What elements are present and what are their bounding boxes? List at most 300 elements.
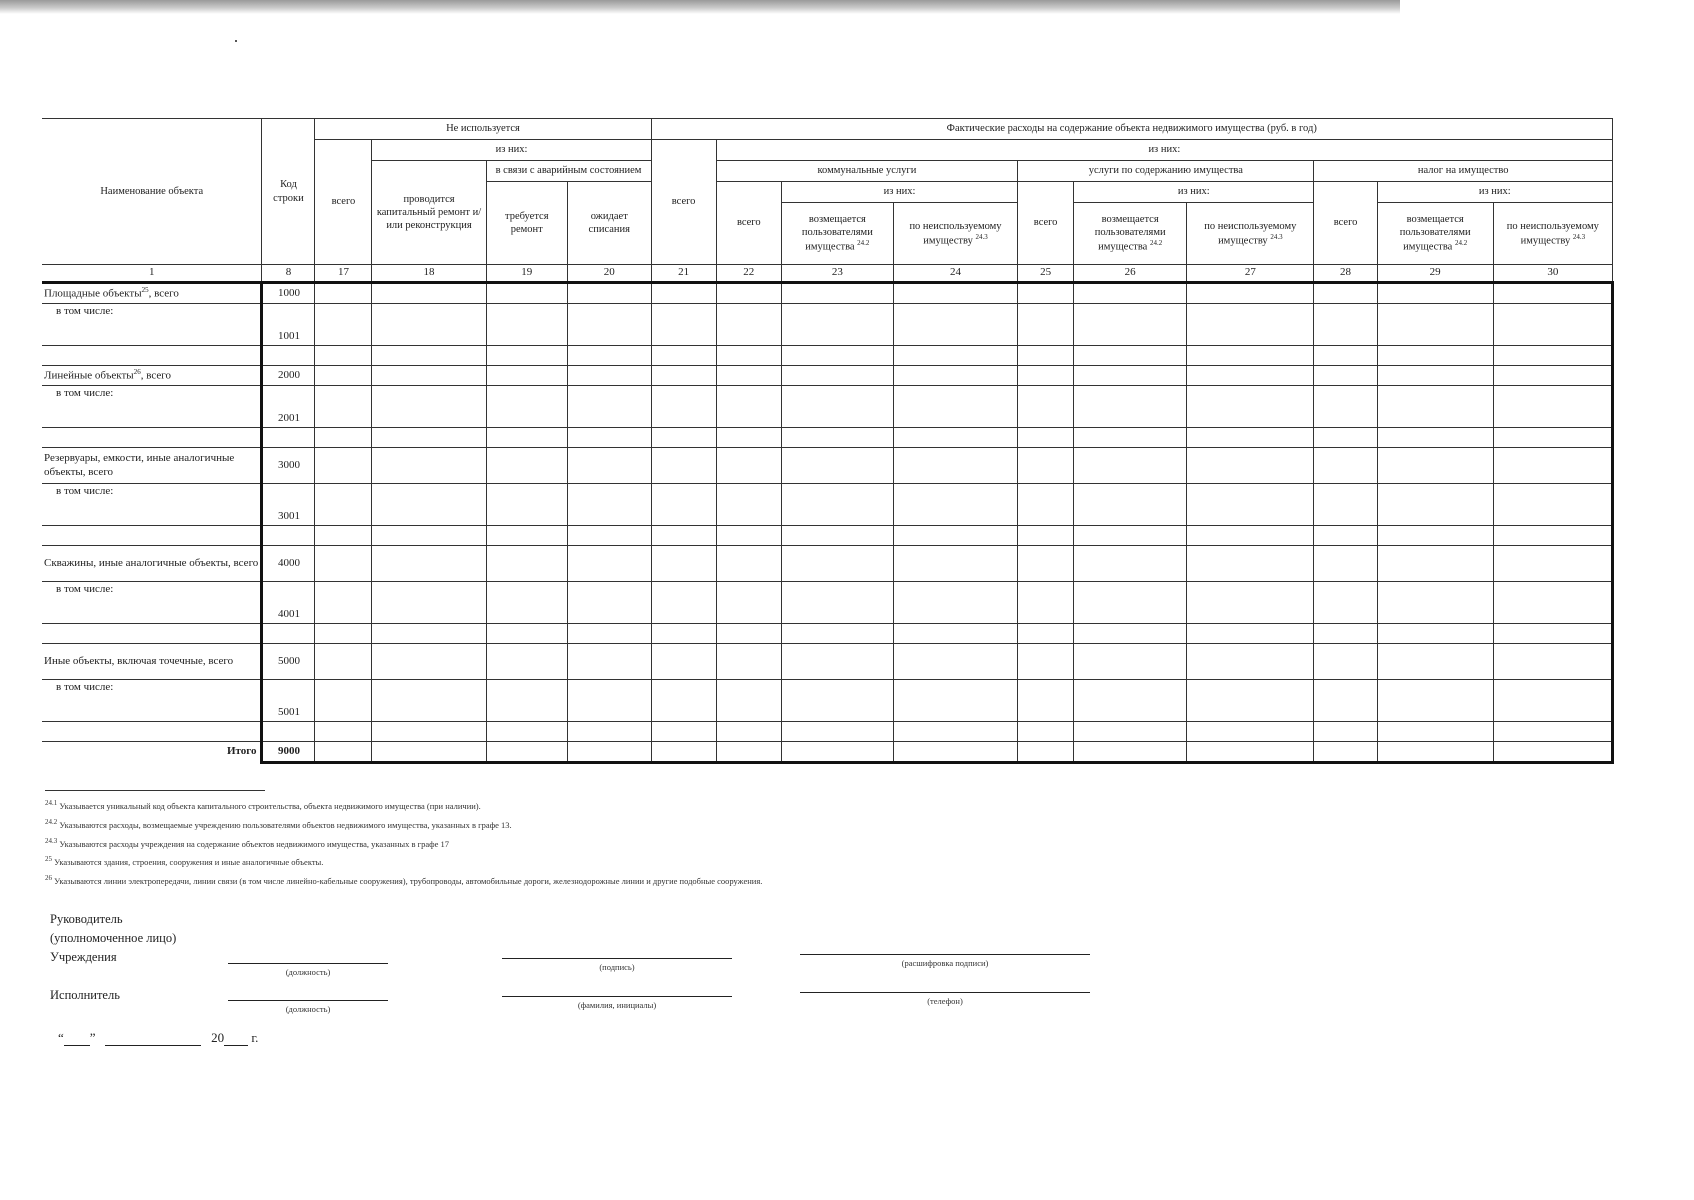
value-cell[interactable]: [315, 304, 372, 346]
value-cell[interactable]: [1187, 283, 1314, 304]
footnote-text: Указываются линии электропередачи, линии связи (в том числе линейно-кабельные сооружения), трубопроводы, автомобильные дороги, железнодорожные линии и другие подобные сооружения.: [54, 876, 763, 887]
value-cell[interactable]: [372, 582, 486, 624]
value-cell[interactable]: [781, 546, 893, 582]
value-cell[interactable]: [1314, 346, 1377, 366]
value-cell[interactable]: [651, 448, 716, 484]
value-cell[interactable]: [568, 644, 652, 680]
value-cell[interactable]: [1018, 526, 1074, 546]
value-cell[interactable]: [315, 386, 372, 428]
value-cell[interactable]: [1314, 428, 1377, 448]
value-cell[interactable]: [1493, 428, 1612, 448]
row-label: в том числе:: [42, 582, 262, 624]
value-cell[interactable]: [1018, 624, 1074, 644]
value-cell[interactable]: [893, 346, 1017, 366]
value-cell[interactable]: [1074, 304, 1187, 346]
value-cell[interactable]: [568, 722, 652, 742]
value-cell[interactable]: [651, 366, 716, 386]
value-cell[interactable]: [1074, 484, 1187, 526]
total-value-cell[interactable]: [1493, 742, 1612, 763]
value-cell[interactable]: [315, 546, 372, 582]
value-cell[interactable]: [1493, 484, 1612, 526]
value-cell[interactable]: [716, 582, 781, 624]
table-row: [42, 448, 1613, 484]
value-cell[interactable]: [1074, 386, 1187, 428]
value-cell[interactable]: [1314, 484, 1377, 526]
col-num: 24: [893, 265, 1017, 283]
date-day-blank[interactable]: [64, 1045, 90, 1046]
total-value-cell[interactable]: [716, 742, 781, 763]
row-label: в том числе:: [42, 304, 262, 346]
total-value-cell[interactable]: [1018, 742, 1074, 763]
value-cell[interactable]: [1187, 722, 1314, 742]
value-cell[interactable]: [315, 366, 372, 386]
header-writeoff: ожидает списания: [568, 182, 652, 265]
footnote-mark: 25: [45, 855, 52, 864]
header-reimbursed-23: возмещается пользователями имущества $^{24.2}$: [781, 203, 893, 265]
row-label: [42, 346, 262, 366]
value-cell[interactable]: [315, 624, 372, 644]
value-cell[interactable]: [651, 346, 716, 366]
total-value-cell[interactable]: [486, 742, 567, 763]
value-cell[interactable]: [1493, 624, 1612, 644]
value-cell[interactable]: [893, 722, 1017, 742]
date-close-quote: ”: [89, 1030, 96, 1045]
value-cell[interactable]: [315, 582, 372, 624]
col-num: 26: [1074, 265, 1187, 283]
value-cell[interactable]: [1377, 582, 1493, 624]
header-total-17: всего: [315, 140, 372, 265]
value-cell[interactable]: [315, 428, 372, 448]
table-row: [42, 722, 1613, 742]
head-decoding-line[interactable]: [800, 954, 1090, 955]
table-row: [42, 680, 1613, 722]
value-cell[interactable]: [781, 304, 893, 346]
row-code: [262, 526, 315, 546]
value-cell[interactable]: [1074, 346, 1187, 366]
value-cell[interactable]: [651, 428, 716, 448]
value-cell[interactable]: [315, 448, 372, 484]
value-cell[interactable]: [716, 526, 781, 546]
date-year-suffix: г.: [251, 1030, 259, 1045]
value-cell[interactable]: [651, 526, 716, 546]
row-label: Линейные объекты$^{26}$, всего: [42, 366, 262, 386]
expenses-table: [42, 118, 1614, 764]
value-cell[interactable]: [372, 624, 486, 644]
table-row: [42, 304, 1613, 346]
col-num: 30: [1493, 265, 1612, 283]
value-cell[interactable]: [568, 346, 652, 366]
value-cell[interactable]: [372, 366, 486, 386]
value-cell[interactable]: [1314, 582, 1377, 624]
value-cell[interactable]: [893, 386, 1017, 428]
total-value-cell[interactable]: [781, 742, 893, 763]
col-num: 22: [716, 265, 781, 283]
value-cell[interactable]: [651, 644, 716, 680]
value-cell[interactable]: [781, 346, 893, 366]
footnotes: [45, 790, 1245, 893]
value-cell[interactable]: [568, 526, 652, 546]
value-cell[interactable]: [1018, 346, 1074, 366]
value-cell[interactable]: [1074, 582, 1187, 624]
value-cell[interactable]: [1018, 366, 1074, 386]
value-cell[interactable]: [716, 644, 781, 680]
value-cell[interactable]: [1018, 428, 1074, 448]
total-value-cell[interactable]: [893, 742, 1017, 763]
value-cell[interactable]: [1377, 448, 1493, 484]
value-cell[interactable]: [1493, 366, 1612, 386]
value-cell[interactable]: [1314, 644, 1377, 680]
footnote-mark: 24.3: [45, 836, 58, 845]
value-cell[interactable]: [781, 644, 893, 680]
value-cell[interactable]: [1018, 722, 1074, 742]
value-cell[interactable]: [781, 582, 893, 624]
value-cell[interactable]: [486, 644, 567, 680]
value-cell[interactable]: [716, 484, 781, 526]
table-row: [42, 283, 1613, 304]
header-of-them-tax: из них:: [1377, 182, 1612, 203]
value-cell[interactable]: [372, 304, 486, 346]
value-cell[interactable]: [1074, 283, 1187, 304]
value-cell[interactable]: [651, 304, 716, 346]
value-cell[interactable]: [1187, 386, 1314, 428]
row-code: 1001: [262, 304, 315, 346]
value-cell[interactable]: [1018, 546, 1074, 582]
value-cell[interactable]: [716, 428, 781, 448]
row-code: [262, 428, 315, 448]
total-value-cell[interactable]: [315, 742, 372, 763]
value-cell[interactable]: [893, 484, 1017, 526]
value-cell[interactable]: [1314, 283, 1377, 304]
total-value-cell[interactable]: [651, 742, 716, 763]
value-cell[interactable]: [1074, 428, 1187, 448]
value-cell[interactable]: [1493, 644, 1612, 680]
value-cell[interactable]: [781, 722, 893, 742]
total-value-cell[interactable]: [1314, 742, 1377, 763]
value-cell[interactable]: [1074, 526, 1187, 546]
date-year-blank[interactable]: [224, 1045, 248, 1046]
value-cell[interactable]: [1314, 304, 1377, 346]
head-position-line[interactable]: [228, 963, 388, 964]
header-unused-30: по неиспользуемому имуществу $^{24.3}$: [1493, 203, 1612, 265]
value-cell[interactable]: [651, 680, 716, 722]
row-label: Скважины, иные аналогичные объекты, всего: [42, 546, 262, 582]
value-cell[interactable]: [1018, 680, 1074, 722]
value-cell[interactable]: [568, 624, 652, 644]
value-cell[interactable]: [568, 366, 652, 386]
value-cell[interactable]: [1187, 644, 1314, 680]
value-cell[interactable]: [1187, 546, 1314, 582]
value-cell[interactable]: [486, 582, 567, 624]
value-cell[interactable]: [568, 448, 652, 484]
value-cell[interactable]: [1314, 680, 1377, 722]
value-cell[interactable]: [1074, 644, 1187, 680]
header-reimbursed-29: возмещается пользователями имущества $^{24.2}$: [1377, 203, 1493, 265]
value-cell[interactable]: [1314, 722, 1377, 742]
value-cell[interactable]: [372, 386, 486, 428]
value-cell[interactable]: [1187, 346, 1314, 366]
value-cell[interactable]: [1314, 624, 1377, 644]
value-cell[interactable]: [568, 428, 652, 448]
value-cell[interactable]: [486, 546, 567, 582]
value-cell[interactable]: [651, 624, 716, 644]
value-cell[interactable]: [893, 526, 1017, 546]
value-cell[interactable]: [781, 283, 893, 304]
row-code: 1000: [262, 283, 315, 304]
value-cell[interactable]: [1377, 624, 1493, 644]
value-cell[interactable]: [486, 526, 567, 546]
value-cell[interactable]: [1018, 386, 1074, 428]
value-cell[interactable]: [486, 624, 567, 644]
value-cell[interactable]: [1314, 366, 1377, 386]
value-cell[interactable]: [1018, 448, 1074, 484]
value-cell[interactable]: [716, 366, 781, 386]
value-cell[interactable]: [781, 366, 893, 386]
value-cell[interactable]: [1187, 366, 1314, 386]
value-cell[interactable]: [372, 346, 486, 366]
row-label: [42, 428, 262, 448]
table-row: [42, 582, 1613, 624]
value-cell[interactable]: [372, 680, 486, 722]
value-cell[interactable]: [893, 644, 1017, 680]
total-value-cell[interactable]: [1187, 742, 1314, 763]
value-cell[interactable]: [1377, 386, 1493, 428]
value-cell[interactable]: [781, 624, 893, 644]
value-cell[interactable]: [1377, 526, 1493, 546]
header-reimbursed-26: возмещается пользователями имущества $^{24.2}$: [1074, 203, 1187, 265]
value-cell[interactable]: [781, 386, 893, 428]
table-row: [42, 546, 1613, 582]
value-cell[interactable]: [568, 386, 652, 428]
row-code: [262, 624, 315, 644]
value-cell[interactable]: [1377, 366, 1493, 386]
value-cell[interactable]: [1074, 366, 1187, 386]
value-cell[interactable]: [716, 448, 781, 484]
value-cell[interactable]: [315, 346, 372, 366]
value-cell[interactable]: [1314, 526, 1377, 546]
table-body: [42, 283, 1613, 763]
value-cell[interactable]: [1018, 304, 1074, 346]
value-cell[interactable]: [893, 304, 1017, 346]
value-cell[interactable]: [1187, 448, 1314, 484]
value-cell[interactable]: [1493, 346, 1612, 366]
table-row: [42, 386, 1613, 428]
col-num: 1: [42, 265, 262, 283]
head-label: Руководитель: [50, 912, 123, 926]
executor-position-line[interactable]: [228, 1000, 388, 1001]
executor-phone-line[interactable]: [800, 992, 1090, 993]
value-cell[interactable]: [1493, 526, 1612, 546]
value-cell[interactable]: [1314, 448, 1377, 484]
value-cell[interactable]: [486, 346, 567, 366]
header-unused-27: по неиспользуемому имуществу $^{24.3}$: [1187, 203, 1314, 265]
value-cell[interactable]: [651, 484, 716, 526]
row-code: 3001: [262, 484, 315, 526]
value-cell[interactable]: [651, 546, 716, 582]
value-cell[interactable]: [486, 283, 567, 304]
footnote-separator: [45, 790, 265, 791]
value-cell[interactable]: [651, 283, 716, 304]
value-cell[interactable]: [1074, 448, 1187, 484]
value-cell[interactable]: [781, 428, 893, 448]
footnote-text: Указываются расходы, возмещаемые учреждению пользователями объектов недвижимого имущества, указанных в графе 13.: [59, 819, 512, 830]
value-cell[interactable]: [1074, 546, 1187, 582]
value-cell[interactable]: [1377, 680, 1493, 722]
value-cell[interactable]: [781, 448, 893, 484]
value-cell[interactable]: [716, 346, 781, 366]
value-cell[interactable]: [1018, 484, 1074, 526]
value-cell[interactable]: [781, 526, 893, 546]
col-num: 29: [1377, 265, 1493, 283]
value-cell[interactable]: [486, 386, 567, 428]
value-cell[interactable]: [893, 448, 1017, 484]
value-cell[interactable]: [1187, 582, 1314, 624]
value-cell[interactable]: [486, 428, 567, 448]
value-cell[interactable]: [1018, 283, 1074, 304]
value-cell[interactable]: [372, 546, 486, 582]
value-cell[interactable]: [568, 304, 652, 346]
value-cell[interactable]: [1493, 722, 1612, 742]
value-cell[interactable]: [1187, 304, 1314, 346]
value-cell[interactable]: [1187, 484, 1314, 526]
row-label: в том числе:: [42, 484, 262, 526]
footnote-item: [45, 874, 1245, 886]
value-cell[interactable]: [893, 582, 1017, 624]
value-cell[interactable]: [651, 386, 716, 428]
value-cell[interactable]: [893, 428, 1017, 448]
value-cell[interactable]: [1187, 624, 1314, 644]
value-cell[interactable]: [486, 722, 567, 742]
value-cell[interactable]: [781, 484, 893, 526]
value-cell[interactable]: [893, 680, 1017, 722]
value-cell[interactable]: [1187, 680, 1314, 722]
row-label: [42, 526, 262, 546]
value-cell[interactable]: [1314, 546, 1377, 582]
footnote-text: Указывается уникальный код объекта капитального строительства, объекта недвижимого имущества (при наличии).: [59, 800, 481, 811]
value-cell[interactable]: [372, 283, 486, 304]
table-row: [42, 644, 1613, 680]
col-num: 19: [486, 265, 567, 283]
value-cell[interactable]: [1074, 680, 1187, 722]
value-cell[interactable]: [1493, 582, 1612, 624]
value-cell[interactable]: [372, 484, 486, 526]
value-cell[interactable]: [1377, 644, 1493, 680]
value-cell[interactable]: [1493, 304, 1612, 346]
value-cell[interactable]: [1377, 484, 1493, 526]
value-cell[interactable]: [568, 283, 652, 304]
value-cell[interactable]: [716, 722, 781, 742]
row-code: [262, 722, 315, 742]
table-row: [42, 624, 1613, 644]
value-cell[interactable]: [486, 448, 567, 484]
footnote-list: [45, 799, 1245, 886]
value-cell[interactable]: [1187, 526, 1314, 546]
total-value-cell[interactable]: [1377, 742, 1493, 763]
value-cell[interactable]: [1377, 722, 1493, 742]
value-cell[interactable]: [1018, 582, 1074, 624]
header-emergency: в связи с аварийным состоянием: [486, 161, 651, 182]
row-code: 2000: [262, 366, 315, 386]
value-cell[interactable]: [486, 366, 567, 386]
value-cell[interactable]: [372, 448, 486, 484]
value-cell[interactable]: [486, 484, 567, 526]
header-total-25: всего: [1018, 182, 1074, 265]
value-cell[interactable]: [1187, 428, 1314, 448]
total-value-cell[interactable]: [1074, 742, 1187, 763]
value-cell[interactable]: [568, 582, 652, 624]
value-cell[interactable]: [1493, 680, 1612, 722]
value-cell[interactable]: [1074, 722, 1187, 742]
footnote-mark: 26: [45, 874, 52, 883]
value-cell[interactable]: [893, 283, 1017, 304]
value-cell[interactable]: [893, 546, 1017, 582]
value-cell[interactable]: [1377, 428, 1493, 448]
table-row: [42, 366, 1613, 386]
date-month-blank[interactable]: [105, 1045, 201, 1046]
value-cell[interactable]: [486, 304, 567, 346]
table-row: [42, 484, 1613, 526]
value-cell[interactable]: [1018, 644, 1074, 680]
value-cell[interactable]: [893, 624, 1017, 644]
value-cell[interactable]: [1074, 624, 1187, 644]
value-cell[interactable]: [716, 624, 781, 644]
value-cell[interactable]: [893, 366, 1017, 386]
value-cell[interactable]: [716, 304, 781, 346]
value-cell[interactable]: [1377, 546, 1493, 582]
value-cell[interactable]: [315, 526, 372, 546]
column-numbers-row: [42, 265, 1613, 283]
value-cell[interactable]: [315, 680, 372, 722]
value-cell[interactable]: [716, 283, 781, 304]
value-cell[interactable]: [372, 428, 486, 448]
value-cell[interactable]: [486, 680, 567, 722]
value-cell[interactable]: [716, 546, 781, 582]
footnote-text: Указываются расходы учреждения на содержание объектов недвижимого имущества, указанных в графе 17: [59, 838, 450, 849]
value-cell[interactable]: [568, 484, 652, 526]
value-cell[interactable]: [716, 680, 781, 722]
value-cell[interactable]: [372, 644, 486, 680]
value-cell[interactable]: [1493, 283, 1612, 304]
total-value-cell[interactable]: [372, 742, 486, 763]
total-value-cell[interactable]: [568, 742, 652, 763]
value-cell[interactable]: [568, 680, 652, 722]
value-cell[interactable]: [1493, 448, 1612, 484]
value-cell[interactable]: [781, 680, 893, 722]
value-cell[interactable]: [372, 722, 486, 742]
row-code: 5000: [262, 644, 315, 680]
value-cell[interactable]: [1377, 283, 1493, 304]
value-cell[interactable]: [1377, 304, 1493, 346]
value-cell[interactable]: [372, 526, 486, 546]
executor-name-line[interactable]: [502, 996, 732, 997]
total-row: [42, 742, 1613, 763]
value-cell[interactable]: [1493, 386, 1612, 428]
value-cell[interactable]: [651, 722, 716, 742]
header-total-21: всего: [651, 140, 716, 265]
value-cell[interactable]: [1377, 346, 1493, 366]
value-cell[interactable]: [315, 484, 372, 526]
head-signature-line[interactable]: [502, 958, 732, 959]
value-cell[interactable]: [1314, 386, 1377, 428]
value-cell[interactable]: [315, 283, 372, 304]
value-cell[interactable]: [315, 722, 372, 742]
value-cell[interactable]: [568, 546, 652, 582]
table-row: [42, 526, 1613, 546]
value-cell[interactable]: [651, 582, 716, 624]
value-cell[interactable]: [315, 644, 372, 680]
value-cell[interactable]: [716, 386, 781, 428]
value-cell[interactable]: [1493, 546, 1612, 582]
cap-name: (фамилия, инициалы): [577, 1000, 657, 1010]
